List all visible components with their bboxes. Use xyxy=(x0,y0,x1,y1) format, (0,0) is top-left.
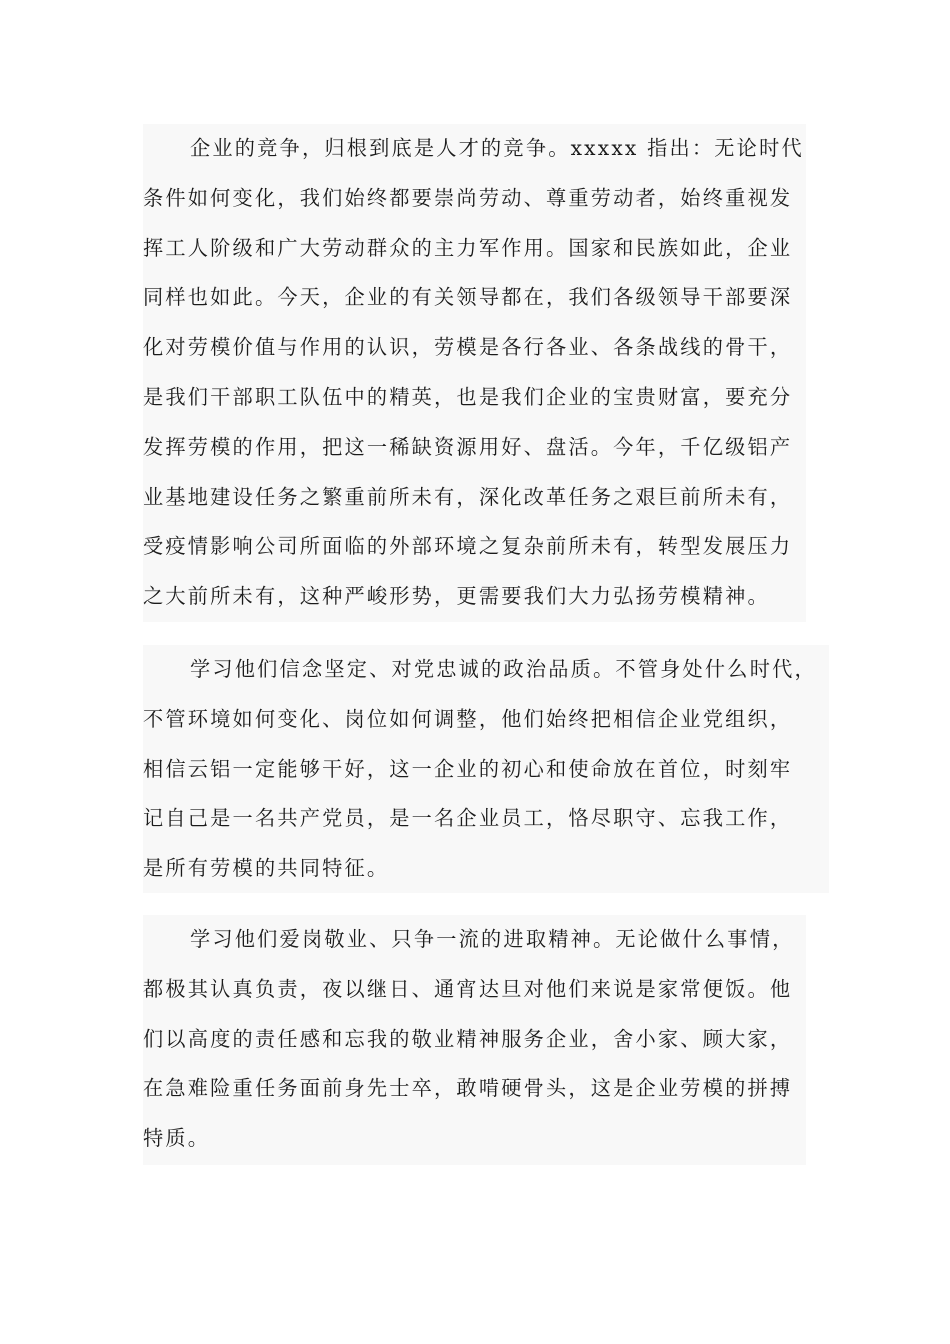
text-line: 是所有劳模的共同特征。 xyxy=(143,856,390,881)
text-line: 记自己是一名共产党员，是一名企业员工，恪尽职守、忘我工作， xyxy=(143,806,793,831)
text-line: 业基地建设任务之繁重前所未有，深化改革任务之艰巨前所未有， xyxy=(143,484,793,509)
paragraph-1-text xyxy=(143,124,806,622)
text-line: 们以高度的责任感和忘我的敬业精神服务企业，舍小家、顾大家， xyxy=(143,1026,793,1051)
text-line: 都极其认真负责，夜以继日、通宵达旦对他们来说是家常便饭。他 xyxy=(143,976,793,1001)
text-line: 在急难险重任务面前身先士卒，敢啃硬骨头，这是企业劳模的拼搏 xyxy=(143,1076,793,1101)
text-line: 学习他们信念坚定、对党忠诚的政治品质。不管身处什么时代， xyxy=(190,657,817,681)
paragraph-1 xyxy=(143,124,806,622)
text-line: 不管环境如何变化、岗位如何调整，他们始终把相信企业党组织， xyxy=(143,706,793,731)
text-line: 企业的竞争，归根到底是人才的竞争。xxxxx 指出：无论时代 xyxy=(190,136,804,160)
text-line: 化对劳模价值与作用的认识，劳模是各行各业、各条战线的骨干， xyxy=(143,335,793,360)
text-line: 条件如何变化，我们始终都要崇尚劳动、尊重劳动者，始终重视发 xyxy=(143,185,793,210)
text-line: 特质。 xyxy=(143,1126,211,1151)
text-line: 相信云铝一定能够干好，这一企业的初心和使命放在首位，时刻牢 xyxy=(143,756,793,781)
text-line: 是我们干部职工队伍中的精英，也是我们企业的宝贵财富，要充分 xyxy=(143,384,793,409)
text-line: 同样也如此。今天，企业的有关领导都在，我们各级领导干部要深 xyxy=(143,285,793,310)
text-line: 之大前所未有，这种严峻形势，更需要我们大力弘扬劳模精神。 xyxy=(143,584,770,609)
paragraph-2-text xyxy=(143,645,829,894)
text-line: 学习他们爱岗敬业、只争一流的进取精神。无论做什么事情， xyxy=(190,927,795,951)
paragraph-3 xyxy=(143,915,806,1165)
text-line: 受疫情影响公司所面临的外部环境之复杂前所未有，转型发展压力 xyxy=(143,534,793,559)
text-line: 挥工人阶级和广大劳动群众的主力军作用。国家和民族如此，企业 xyxy=(143,235,793,260)
paragraph-3-text xyxy=(143,915,806,1164)
text-line: 发挥劳模的作用，把这一稀缺资源用好、盘活。今年，千亿级铝产 xyxy=(143,434,793,459)
paragraph-2 xyxy=(143,645,829,893)
